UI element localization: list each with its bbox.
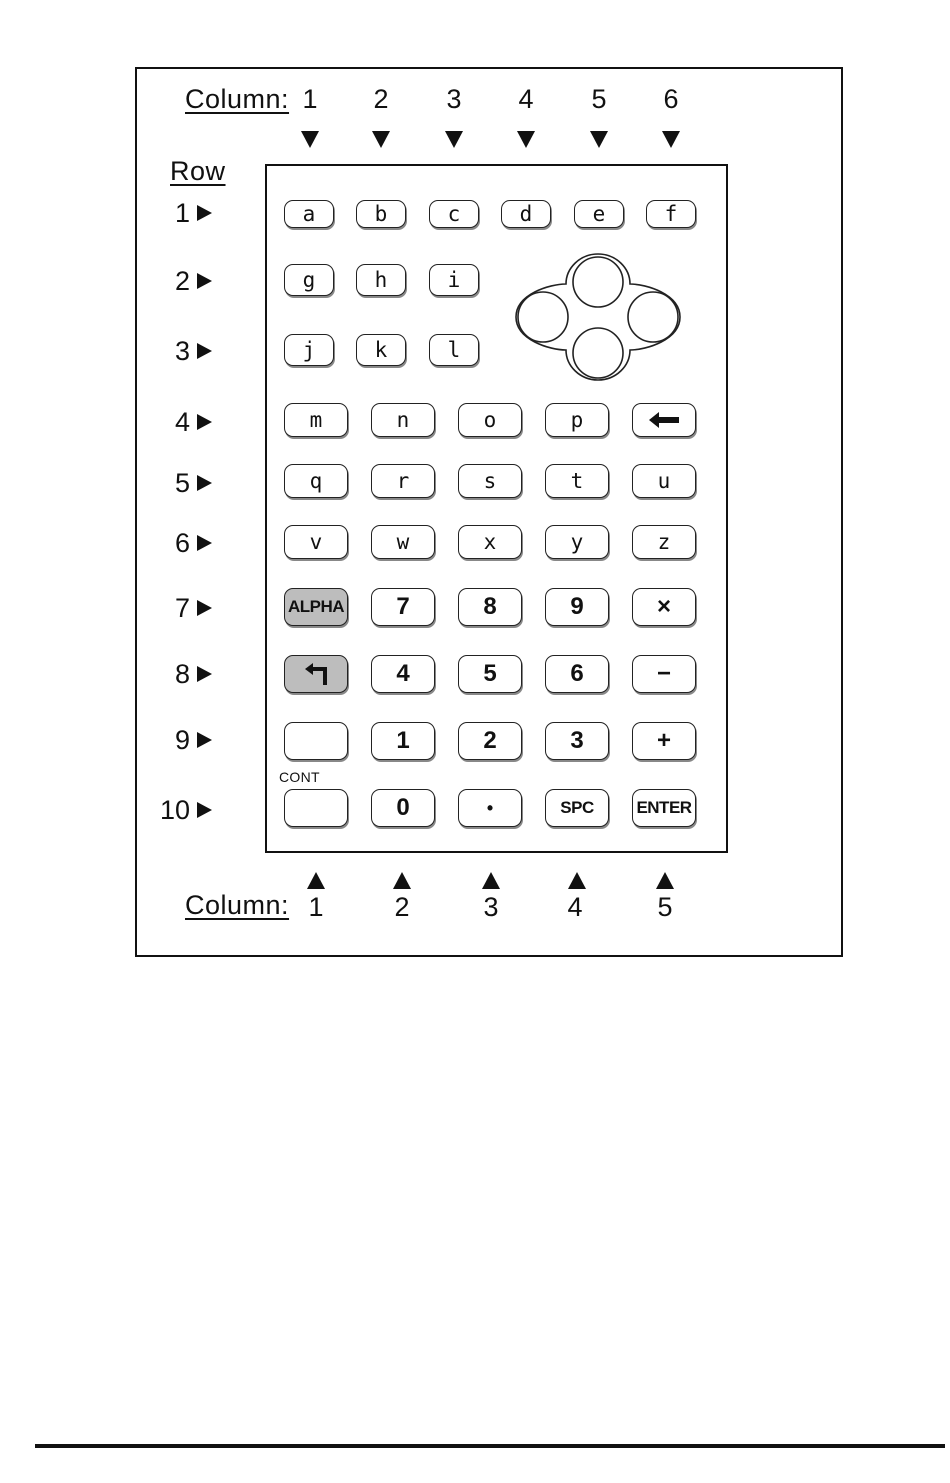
key-1[interactable] bbox=[371, 722, 435, 760]
key-e[interactable] bbox=[574, 200, 624, 228]
row-number-3: 3 bbox=[174, 336, 190, 366]
right-arrow-icon bbox=[197, 535, 212, 551]
key-label: i bbox=[447, 268, 461, 292]
key-label: u bbox=[657, 469, 671, 493]
top-column-5: 5 bbox=[591, 84, 607, 114]
down-arrow-icon bbox=[445, 131, 463, 148]
row-number-7: 7 bbox=[174, 593, 190, 623]
key-label: e bbox=[592, 202, 606, 226]
left-shift-key[interactable] bbox=[284, 655, 348, 693]
key-label: o bbox=[483, 408, 497, 432]
right-arrow-icon bbox=[197, 475, 212, 491]
row-number-8: 8 bbox=[174, 659, 190, 689]
key-b[interactable] bbox=[356, 200, 406, 228]
key-label: c bbox=[447, 202, 461, 226]
key-label: 7 bbox=[396, 593, 410, 620]
key-d[interactable] bbox=[501, 200, 551, 228]
top-column-2: 2 bbox=[373, 84, 389, 114]
multiply-key[interactable] bbox=[632, 588, 696, 626]
key-5[interactable] bbox=[458, 655, 522, 693]
right-arrow-icon bbox=[197, 414, 212, 430]
top-column-4: 4 bbox=[518, 84, 534, 114]
key-label: p bbox=[570, 408, 584, 432]
up-arrow-icon bbox=[482, 872, 500, 889]
key-label: d bbox=[519, 202, 533, 226]
key-label: • bbox=[486, 797, 494, 818]
down-arrow-icon bbox=[662, 131, 680, 148]
row-number-5: 5 bbox=[174, 468, 190, 498]
key-2[interactable] bbox=[458, 722, 522, 760]
key-j[interactable] bbox=[284, 334, 334, 366]
key-label: SPC bbox=[560, 798, 594, 817]
key-3[interactable] bbox=[545, 722, 609, 760]
key-p[interactable] bbox=[545, 403, 609, 437]
alpha-key[interactable] bbox=[284, 588, 348, 626]
key-label: v bbox=[309, 530, 323, 554]
key-label: 8 bbox=[483, 593, 497, 620]
right-arrow-icon bbox=[197, 205, 212, 221]
key-m[interactable] bbox=[284, 403, 348, 437]
key-y[interactable] bbox=[545, 525, 609, 559]
backspace-key[interactable] bbox=[632, 403, 696, 437]
row-number-1: 1 bbox=[174, 198, 190, 228]
key-label: w bbox=[396, 530, 410, 554]
key-label: r bbox=[396, 469, 410, 493]
blank-key[interactable] bbox=[284, 722, 348, 760]
key-label: z bbox=[657, 530, 671, 554]
key-label: × bbox=[656, 593, 671, 620]
key-label: 6 bbox=[570, 660, 584, 687]
key-label: 4 bbox=[396, 660, 410, 687]
top-column-label: Column: bbox=[185, 84, 290, 114]
key-label: + bbox=[656, 727, 671, 754]
space-key[interactable] bbox=[545, 789, 609, 827]
key-9[interactable] bbox=[545, 588, 609, 626]
key-label: l bbox=[447, 338, 461, 362]
key-r[interactable] bbox=[371, 464, 435, 498]
key-label: 5 bbox=[483, 660, 497, 687]
key-t[interactable] bbox=[545, 464, 609, 498]
key-label: n bbox=[396, 408, 410, 432]
row-number-4: 4 bbox=[174, 407, 190, 437]
up-arrow-icon bbox=[656, 872, 674, 889]
right-arrow-icon bbox=[197, 666, 212, 682]
dpad-right-button[interactable] bbox=[628, 292, 678, 342]
right-arrow-icon bbox=[197, 600, 212, 616]
key-label: ENTER bbox=[636, 798, 692, 817]
right-arrow-icon bbox=[197, 732, 212, 748]
key-q[interactable] bbox=[284, 464, 348, 498]
key-label: j bbox=[302, 338, 316, 362]
directional-pad[interactable] bbox=[512, 250, 684, 384]
footer-rule bbox=[35, 1444, 945, 1448]
decimal-point-key[interactable] bbox=[458, 789, 522, 827]
bottom-column-1: 1 bbox=[308, 892, 324, 922]
row-number-6: 6 bbox=[174, 528, 190, 558]
enter-key[interactable] bbox=[632, 789, 696, 827]
key-label: 0 bbox=[396, 794, 410, 821]
key-label: x bbox=[483, 530, 497, 554]
key-h[interactable] bbox=[356, 264, 406, 296]
key-label: y bbox=[570, 530, 584, 554]
key-z[interactable] bbox=[632, 525, 696, 559]
top-column-1: 1 bbox=[302, 84, 318, 114]
right-arrow-icon bbox=[197, 273, 212, 289]
key-label: b bbox=[374, 202, 388, 226]
key-7[interactable] bbox=[371, 588, 435, 626]
key-label: a bbox=[302, 202, 316, 226]
up-arrow-icon bbox=[307, 872, 325, 889]
bottom-column-2: 2 bbox=[394, 892, 410, 922]
down-arrow-icon bbox=[517, 131, 535, 148]
down-arrow-icon bbox=[301, 131, 319, 148]
key-label: q bbox=[309, 469, 323, 493]
row-label: Row bbox=[170, 156, 226, 186]
up-arrow-icon bbox=[393, 872, 411, 889]
key-8[interactable] bbox=[458, 588, 522, 626]
key-label: 9 bbox=[570, 593, 584, 620]
key-l[interactable] bbox=[429, 334, 479, 366]
key-a[interactable] bbox=[284, 200, 334, 228]
key-c[interactable] bbox=[429, 200, 479, 228]
bottom-column-label: Column: bbox=[185, 890, 290, 920]
plus-key[interactable] bbox=[632, 722, 696, 760]
left-shift-arrow-icon bbox=[301, 663, 331, 685]
dpad-down-button[interactable] bbox=[573, 328, 623, 378]
key-label: g bbox=[302, 268, 316, 292]
cont-key[interactable] bbox=[284, 789, 348, 827]
key-label: f bbox=[664, 202, 678, 226]
key-4[interactable] bbox=[371, 655, 435, 693]
key-0[interactable] bbox=[371, 789, 435, 827]
key-f[interactable] bbox=[646, 200, 696, 228]
key-label: m bbox=[309, 408, 323, 432]
key-u[interactable] bbox=[632, 464, 696, 498]
key-label: t bbox=[570, 469, 584, 493]
right-arrow-icon bbox=[197, 343, 212, 359]
minus-key[interactable] bbox=[632, 655, 696, 693]
key-label: 1 bbox=[396, 727, 410, 754]
dpad-left-button[interactable] bbox=[518, 292, 568, 342]
key-o[interactable] bbox=[458, 403, 522, 437]
bottom-column-5: 5 bbox=[657, 892, 673, 922]
key-s[interactable] bbox=[458, 464, 522, 498]
row-number-2: 2 bbox=[174, 266, 190, 296]
key-w[interactable] bbox=[371, 525, 435, 559]
bottom-column-3: 3 bbox=[483, 892, 499, 922]
key-label: − bbox=[656, 660, 671, 687]
key-label: k bbox=[374, 338, 388, 362]
top-column-6: 6 bbox=[663, 84, 679, 114]
right-arrow-icon bbox=[197, 802, 212, 818]
down-arrow-icon bbox=[372, 131, 390, 148]
key-label: 2 bbox=[483, 727, 497, 754]
key-6[interactable] bbox=[545, 655, 609, 693]
row-number-10: 10 bbox=[159, 795, 190, 825]
down-arrow-icon bbox=[590, 131, 608, 148]
key-x[interactable] bbox=[458, 525, 522, 559]
key-label: 3 bbox=[570, 727, 584, 754]
key-label: h bbox=[374, 268, 388, 292]
left-arrow-icon bbox=[649, 412, 679, 428]
key-n[interactable] bbox=[371, 403, 435, 437]
row-number-9: 9 bbox=[174, 725, 190, 755]
dpad-up-button[interactable] bbox=[573, 257, 623, 307]
key-k[interactable] bbox=[356, 334, 406, 366]
cont-label: CONT bbox=[279, 769, 320, 785]
key-v[interactable] bbox=[284, 525, 348, 559]
key-i[interactable] bbox=[429, 264, 479, 296]
key-label: ALPHA bbox=[287, 597, 345, 616]
bottom-column-4: 4 bbox=[567, 892, 583, 922]
up-arrow-icon bbox=[568, 872, 586, 889]
key-label: s bbox=[483, 469, 497, 493]
top-column-3: 3 bbox=[446, 84, 462, 114]
key-g[interactable] bbox=[284, 264, 334, 296]
